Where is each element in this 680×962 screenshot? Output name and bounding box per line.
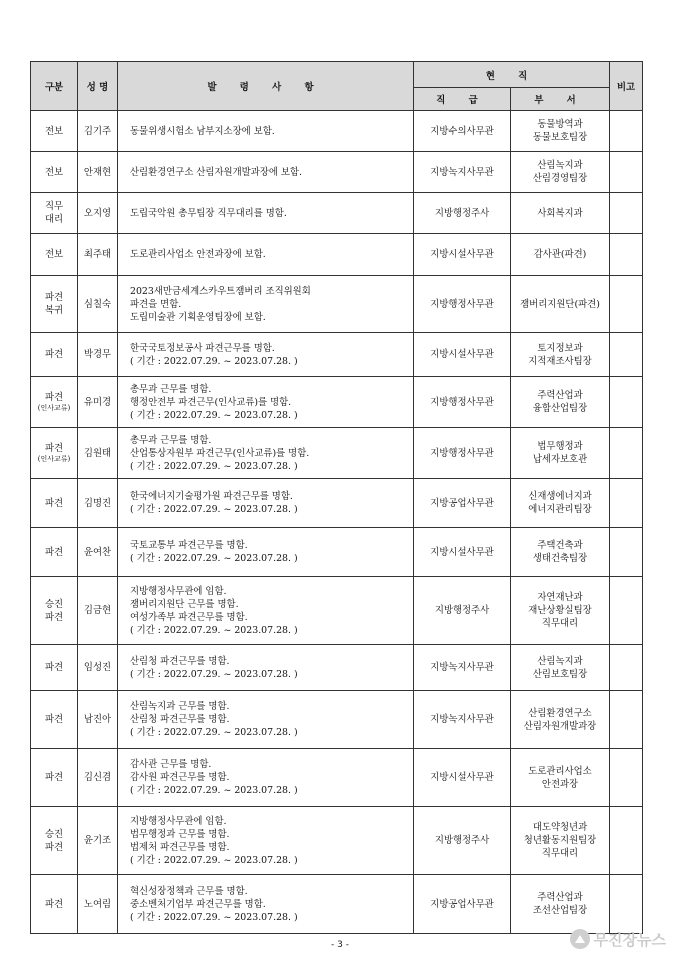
header-order: 발 령 사 항 bbox=[118, 62, 414, 111]
table-row bbox=[31, 528, 643, 577]
rank-text: 지방공업사무관 bbox=[430, 898, 494, 910]
order-text: 산업통상자원부 파견근무(인사교류)를 명함. bbox=[130, 447, 310, 459]
category-text: 대리 bbox=[44, 214, 64, 225]
order-text: ( 기간 : 2022.07.29. ~ 2023.07.28. ) bbox=[130, 624, 298, 636]
dept-cell bbox=[511, 276, 610, 333]
rank-cell bbox=[414, 276, 511, 333]
name-cell bbox=[78, 691, 118, 749]
name-cell bbox=[78, 276, 118, 333]
name-text: 심칠숙 bbox=[83, 298, 112, 310]
dept-text: 안전과장 bbox=[541, 778, 579, 790]
category-text: 승진 bbox=[44, 828, 64, 840]
dept-text: 산림녹지과 bbox=[537, 655, 583, 667]
name-text: 남진아 bbox=[83, 714, 112, 725]
order-text: 행정안전부 파견근무(인사교류)를 명함. bbox=[130, 396, 292, 408]
order-text: 중소벤처기업부 파견근무를 명함. bbox=[130, 898, 266, 910]
personnel-order-table bbox=[30, 61, 643, 934]
order-text: 법무행정과 근무를 명함. bbox=[130, 828, 230, 840]
order-text: 지방행정사무관에 임함. bbox=[130, 585, 227, 597]
order-cell bbox=[118, 577, 414, 645]
order-text: 도로관리사업소 안전과장에 보함. bbox=[130, 249, 266, 260]
rank-text: 지방시설사무관 bbox=[430, 546, 494, 558]
category-text: 파견 bbox=[44, 443, 64, 454]
table-row bbox=[31, 428, 643, 479]
category-text: 파견 bbox=[44, 841, 64, 853]
order-cell bbox=[118, 276, 414, 333]
dept-cell bbox=[511, 577, 610, 645]
table-row bbox=[31, 749, 643, 807]
header-category: 구분 bbox=[31, 62, 78, 111]
note-cell bbox=[610, 645, 643, 691]
note-cell bbox=[610, 875, 643, 934]
category-cell bbox=[31, 193, 78, 234]
category-cell bbox=[31, 749, 78, 807]
category-cell bbox=[31, 234, 78, 276]
table-row bbox=[31, 577, 643, 645]
rank-cell bbox=[414, 875, 511, 934]
dept-text: 산림보호팀장 bbox=[532, 668, 588, 680]
category-text: 승진 bbox=[44, 598, 64, 610]
name-text: 박경무 bbox=[83, 349, 112, 360]
order-cell bbox=[118, 111, 414, 152]
table-row bbox=[31, 234, 643, 276]
table-row bbox=[31, 691, 643, 749]
order-text: ( 기간 : 2022.07.29. ~ 2023.07.28. ) bbox=[130, 460, 298, 472]
header-rank: 직 급 bbox=[414, 88, 511, 111]
name-text: 윤여찬 bbox=[83, 546, 112, 558]
header-dept: 부 서 bbox=[511, 88, 610, 111]
rank-text: 지방시설사무관 bbox=[430, 349, 494, 360]
dept-text: 지적재조사팀장 bbox=[528, 355, 592, 367]
order-cell bbox=[118, 479, 414, 528]
category-text: 파견 bbox=[44, 349, 64, 360]
rank-text: 지방행정주사 bbox=[434, 207, 490, 219]
dept-text: 융합산업팀장 bbox=[532, 403, 588, 414]
dept-text: 산림녹지과 bbox=[537, 160, 583, 171]
note-cell bbox=[610, 691, 643, 749]
order-text: 총무과 근무를 명함. bbox=[130, 434, 212, 446]
table-row bbox=[31, 193, 643, 234]
category-cell bbox=[31, 528, 78, 577]
note-cell bbox=[610, 749, 643, 807]
order-text: 혁신성장정책과 근무를 명함. bbox=[130, 885, 248, 897]
dept-cell bbox=[511, 111, 610, 152]
note-cell bbox=[610, 807, 643, 875]
category-text: 파견 bbox=[44, 772, 64, 783]
rank-text: 지방행정주사 bbox=[434, 835, 490, 846]
note-cell bbox=[610, 111, 643, 152]
dept-text: 생태건축팀장 bbox=[532, 553, 588, 564]
category-text: 전보 bbox=[44, 125, 64, 137]
order-text: 동물위생시험소 남부지소장에 보함. bbox=[130, 125, 275, 137]
dept-cell bbox=[511, 645, 610, 691]
name-cell bbox=[78, 234, 118, 276]
dept-cell bbox=[511, 479, 610, 528]
category-cell bbox=[31, 691, 78, 749]
note-cell bbox=[610, 193, 643, 234]
name-text: 최주태 bbox=[83, 249, 112, 260]
rank-text: 지방시설사무관 bbox=[430, 249, 494, 260]
dept-cell bbox=[511, 152, 610, 193]
category-sub-text: (인사교류) bbox=[37, 455, 71, 463]
name-text: 김원태 bbox=[83, 447, 112, 459]
name-text: 유미경 bbox=[83, 396, 112, 408]
order-text: 도립국악원 총무팀장 직무대리를 명함. bbox=[130, 207, 287, 219]
category-text: 파견 bbox=[44, 546, 64, 558]
order-text: 감사관 근무를 명함. bbox=[130, 759, 212, 770]
name-cell bbox=[78, 152, 118, 193]
note-cell bbox=[610, 577, 643, 645]
dept-text: 동물보호팀장 bbox=[532, 132, 588, 143]
order-text: 잼버리지원단 근무를 명함. bbox=[130, 598, 239, 610]
rank-cell bbox=[414, 645, 511, 691]
dept-cell bbox=[511, 377, 610, 428]
rank-cell bbox=[414, 691, 511, 749]
dept-text: 도로관리사업소 bbox=[528, 765, 592, 777]
dept-text: 주력산업과 bbox=[537, 892, 583, 903]
order-cell bbox=[118, 152, 414, 193]
dept-text: 산림경영팀장 bbox=[532, 173, 588, 184]
rank-cell bbox=[414, 577, 511, 645]
note-cell bbox=[610, 377, 643, 428]
order-text: 여성가족부 파견근무를 명함. bbox=[130, 611, 248, 623]
category-text: 파견 bbox=[44, 392, 64, 403]
dept-text: 사회복지과 bbox=[537, 207, 583, 219]
order-cell bbox=[118, 528, 414, 577]
name-cell bbox=[78, 528, 118, 577]
rank-cell bbox=[414, 428, 511, 479]
category-cell bbox=[31, 645, 78, 691]
order-cell bbox=[118, 691, 414, 749]
name-cell bbox=[78, 111, 118, 152]
category-cell bbox=[31, 428, 78, 479]
name-text: 임성진 bbox=[83, 662, 112, 673]
dept-cell bbox=[511, 875, 610, 934]
category-text: 전보 bbox=[44, 166, 64, 178]
order-cell bbox=[118, 749, 414, 807]
category-cell bbox=[31, 807, 78, 875]
dept-text: 토지정보과 bbox=[537, 342, 583, 354]
category-cell bbox=[31, 875, 78, 934]
table-row bbox=[31, 333, 643, 377]
dept-text: 대도약청년과 bbox=[532, 822, 588, 833]
name-cell bbox=[78, 377, 118, 428]
name-text: 김명진 bbox=[83, 497, 112, 509]
dept-cell bbox=[511, 234, 610, 276]
order-text: ( 기간 : 2022.07.29. ~ 2023.07.28. ) bbox=[130, 785, 298, 796]
name-text: 윤기조 bbox=[83, 835, 112, 846]
dept-text: 법무행정과 bbox=[537, 441, 583, 452]
page-number: - 3 - bbox=[331, 940, 349, 950]
order-text: 도립미술관 기획운영팀장에 보함. bbox=[130, 311, 266, 323]
header-name: 성 명 bbox=[78, 62, 118, 111]
name-cell bbox=[78, 479, 118, 528]
name-cell bbox=[78, 807, 118, 875]
watermark-text: 무진장뉴스 bbox=[593, 930, 666, 949]
rank-text: 지방녹지사무관 bbox=[430, 662, 494, 673]
table-body bbox=[31, 111, 643, 934]
order-text: ( 기간 : 2022.07.29. ~ 2023.07.28. ) bbox=[130, 727, 298, 738]
table-row bbox=[31, 479, 643, 528]
note-cell bbox=[610, 479, 643, 528]
order-text: 2023새만금세계스카우트잼버리 조직위원회 bbox=[130, 285, 311, 297]
order-text: ( 기간 : 2022.07.29. ~ 2023.07.28. ) bbox=[130, 854, 298, 866]
rank-cell bbox=[414, 479, 511, 528]
dept-text: 신재생에너지과 bbox=[528, 491, 592, 502]
category-cell bbox=[31, 577, 78, 645]
name-cell bbox=[78, 875, 118, 934]
table-row bbox=[31, 875, 643, 934]
rank-cell bbox=[414, 377, 511, 428]
table-row bbox=[31, 111, 643, 152]
category-cell bbox=[31, 479, 78, 528]
header-note: 비고 bbox=[610, 62, 643, 111]
order-cell bbox=[118, 377, 414, 428]
name-cell bbox=[78, 577, 118, 645]
name-cell bbox=[78, 428, 118, 479]
category-sub-text: (인사교류) bbox=[37, 404, 71, 412]
category-text: 복귀 bbox=[44, 305, 64, 316]
category-cell bbox=[31, 276, 78, 333]
dept-cell bbox=[511, 193, 610, 234]
order-text: 국토교통부 파견근무를 명함. bbox=[130, 540, 248, 551]
order-text: 산림녹지과 근무를 명함. bbox=[130, 701, 230, 712]
category-text: 파견 bbox=[44, 292, 64, 303]
category-cell bbox=[31, 377, 78, 428]
order-text: 지방행정사무관에 임함. bbox=[130, 815, 227, 827]
dept-text: 주력산업과 bbox=[537, 390, 583, 401]
note-cell bbox=[610, 428, 643, 479]
order-text: 한국에너지기술평가원 파견근무를 명함. bbox=[130, 491, 293, 502]
order-cell bbox=[118, 807, 414, 875]
category-text: 직무 bbox=[44, 201, 64, 212]
name-text: 김신겸 bbox=[83, 772, 112, 783]
order-text: 산림청 파견근무를 명함. bbox=[130, 714, 230, 725]
table-row bbox=[31, 152, 643, 193]
dept-text: 산림환경연구소 bbox=[528, 707, 592, 719]
note-cell bbox=[610, 152, 643, 193]
note-cell bbox=[610, 528, 643, 577]
category-cell bbox=[31, 152, 78, 193]
name-text: 김금현 bbox=[83, 605, 112, 616]
dept-cell bbox=[511, 528, 610, 577]
rank-cell bbox=[414, 193, 511, 234]
name-cell bbox=[78, 193, 118, 234]
order-text: ( 기간 : 2022.07.29. ~ 2023.07.28. ) bbox=[130, 911, 298, 923]
rank-text: 지방녹지사무관 bbox=[430, 166, 494, 178]
rank-cell bbox=[414, 749, 511, 807]
order-cell bbox=[118, 333, 414, 377]
order-text: 산림청 파견근무를 명함. bbox=[130, 655, 230, 667]
order-cell bbox=[118, 875, 414, 934]
name-text: 노여림 bbox=[83, 898, 112, 910]
dept-text: 에너지관리팀장 bbox=[528, 504, 592, 515]
name-cell bbox=[78, 749, 118, 807]
rank-text: 지방행정주사 bbox=[434, 605, 490, 616]
name-cell bbox=[78, 645, 118, 691]
rank-text: 지방행정사무관 bbox=[430, 298, 494, 310]
rank-cell bbox=[414, 111, 511, 152]
order-text: 산림환경연구소 산림자원개발과장에 보함. bbox=[130, 166, 302, 178]
order-text: 법제처 파견근무를 명함. bbox=[130, 841, 230, 853]
dept-cell bbox=[511, 691, 610, 749]
header-current: 현 직 bbox=[414, 62, 610, 88]
dept-text: 재난상황실팀장 bbox=[528, 605, 592, 616]
rank-text: 지방행정사무관 bbox=[430, 396, 494, 408]
rank-text: 지방녹지사무관 bbox=[430, 714, 494, 725]
order-text: 총무과 근무를 명함. bbox=[130, 383, 212, 395]
order-cell bbox=[118, 234, 414, 276]
dept-text: 주택건축과 bbox=[537, 540, 583, 551]
rank-cell bbox=[414, 333, 511, 377]
order-text: 파견을 면함. bbox=[130, 298, 182, 310]
watermark-logo-icon bbox=[570, 929, 590, 949]
dept-cell bbox=[511, 749, 610, 807]
order-text: ( 기간 : 2022.07.29. ~ 2023.07.28. ) bbox=[130, 668, 298, 680]
category-text: 전보 bbox=[44, 249, 64, 260]
name-text: 안재현 bbox=[83, 166, 112, 178]
rank-text: 지방공업사무관 bbox=[430, 497, 494, 509]
name-text: 오지영 bbox=[83, 207, 112, 219]
rank-cell bbox=[414, 152, 511, 193]
order-text: 감사원 파견근무를 명함. bbox=[130, 772, 230, 783]
dept-text: 산림자원개발과장 bbox=[523, 720, 597, 732]
rank-cell bbox=[414, 528, 511, 577]
order-cell bbox=[118, 193, 414, 234]
dept-cell bbox=[511, 807, 610, 875]
category-text: 파견 bbox=[44, 714, 64, 725]
name-text: 김기주 bbox=[83, 125, 112, 137]
order-text: ( 기간 : 2022.07.29. ~ 2023.07.28. ) bbox=[130, 504, 298, 515]
category-text: 파견 bbox=[44, 662, 64, 673]
dept-text: 잼버리지원단(파견) bbox=[520, 298, 600, 310]
note-cell bbox=[610, 276, 643, 333]
dept-text: 조선산업팀장 bbox=[532, 905, 588, 916]
table-row bbox=[31, 807, 643, 875]
dept-text: 자연재난과 bbox=[537, 592, 583, 603]
watermark bbox=[570, 928, 666, 950]
table-row bbox=[31, 645, 643, 691]
order-text: 한국국토정보공사 파견근무를 명함. bbox=[130, 342, 275, 354]
category-cell bbox=[31, 111, 78, 152]
dept-text: 납세자보호관 bbox=[532, 454, 588, 465]
rank-cell bbox=[414, 807, 511, 875]
table-row bbox=[31, 276, 643, 333]
dept-text: 직무대리 bbox=[541, 618, 579, 629]
category-text: 파견 bbox=[44, 898, 64, 910]
dept-text: 직무대리 bbox=[541, 848, 579, 859]
rank-text: 지방행정사무관 bbox=[430, 447, 494, 459]
order-text: ( 기간 : 2022.07.29. ~ 2023.07.28. ) bbox=[130, 355, 298, 367]
order-cell bbox=[118, 645, 414, 691]
rank-cell bbox=[414, 234, 511, 276]
note-cell bbox=[610, 333, 643, 377]
name-cell bbox=[78, 333, 118, 377]
note-cell bbox=[610, 234, 643, 276]
table-row bbox=[31, 377, 643, 428]
dept-cell bbox=[511, 333, 610, 377]
dept-text: 동물방역과 bbox=[537, 119, 583, 130]
rank-text: 지방수의사무관 bbox=[430, 125, 494, 137]
dept-text: 청년활동지원팀장 bbox=[523, 835, 597, 846]
category-cell bbox=[31, 333, 78, 377]
order-cell bbox=[118, 428, 414, 479]
order-text: ( 기간 : 2022.07.29. ~ 2023.07.28. ) bbox=[130, 553, 298, 564]
rank-text: 지방시설사무관 bbox=[430, 772, 494, 783]
category-text: 파견 bbox=[44, 497, 64, 509]
order-text: ( 기간 : 2022.07.29. ~ 2023.07.28. ) bbox=[130, 409, 298, 421]
dept-text: 감사관(파견) bbox=[533, 249, 587, 260]
dept-cell bbox=[511, 428, 610, 479]
category-text: 파견 bbox=[44, 611, 64, 623]
